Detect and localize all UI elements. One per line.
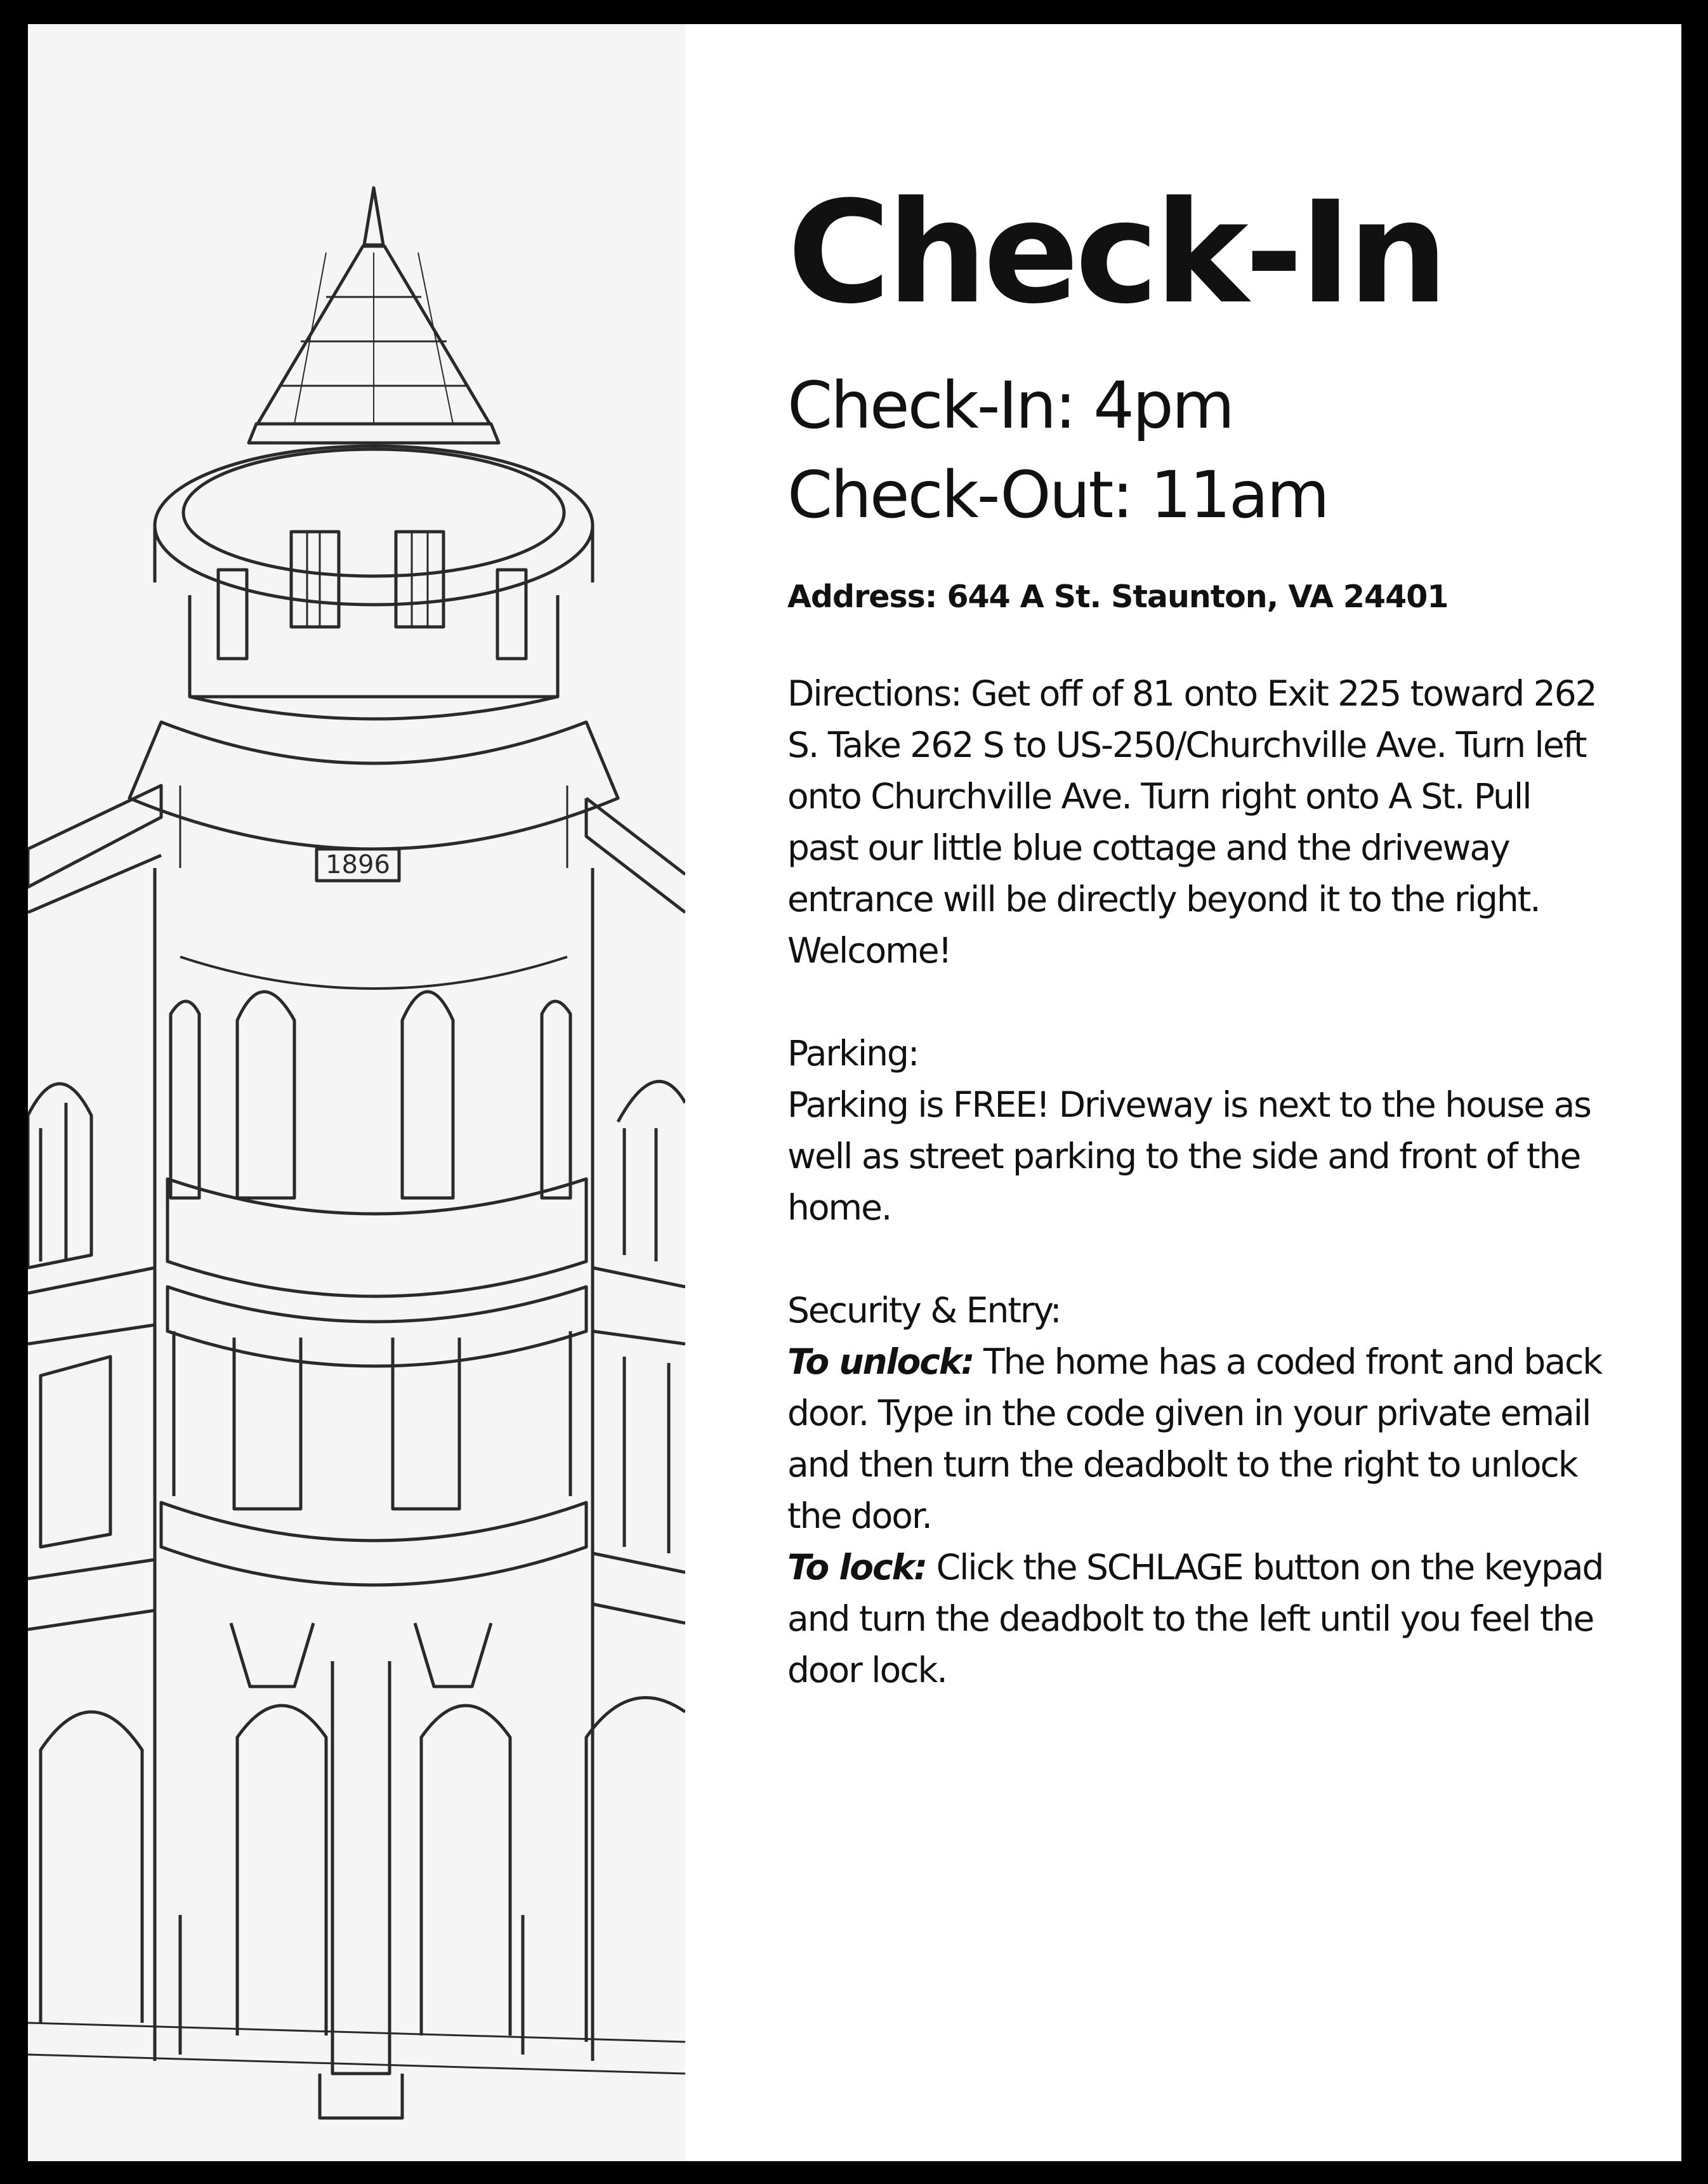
page-title: Check-In [787, 171, 1445, 335]
building-illustration [28, 24, 685, 2161]
check-in-content [787, 171, 1606, 1696]
unlock-text: The home has a coded front and back door. Type in the code given in your private email and then turn the deadbolt to the right to unlock the door. [787, 1341, 1602, 1536]
address: Address: 644 A St. Staunton, VA 24401 [787, 578, 1449, 615]
lock-label: To lock: [787, 1546, 927, 1588]
year-plaque: 1896 [325, 850, 390, 879]
lock-text: Click the SCHLAGE button on the keypad and turn the deadbolt to the left until you feel the door lock. [787, 1546, 1603, 1690]
parking-text: Parking is FREE! Driveway is next to the house as well as street parking to the side and front of the home. [787, 1084, 1591, 1228]
page-frame [28, 24, 1681, 2161]
lock-instructions [787, 1542, 1606, 1696]
security-section [787, 1285, 1606, 1696]
security-heading: Security & Entry: [787, 1289, 1061, 1331]
check-in-time: Check-In: 4pm [787, 368, 1233, 444]
parking-heading: Parking: [787, 1032, 919, 1074]
unlock-label: To unlock: [787, 1341, 974, 1382]
unlock-instructions [787, 1336, 1606, 1542]
directions-paragraph: Directions: Get off of 81 onto Exit 225 toward 262 S. Take 262 S to US-250/Churchville Ave. Turn left onto Churchville Ave. Turn right onto A St. Pull past our little blue cottage and the driveway entrance will be directly beyond it to the right. Welcome! [787, 673, 1596, 971]
parking-section [787, 1028, 1606, 1233]
check-out-time: Check-Out: 11am [787, 457, 1328, 533]
